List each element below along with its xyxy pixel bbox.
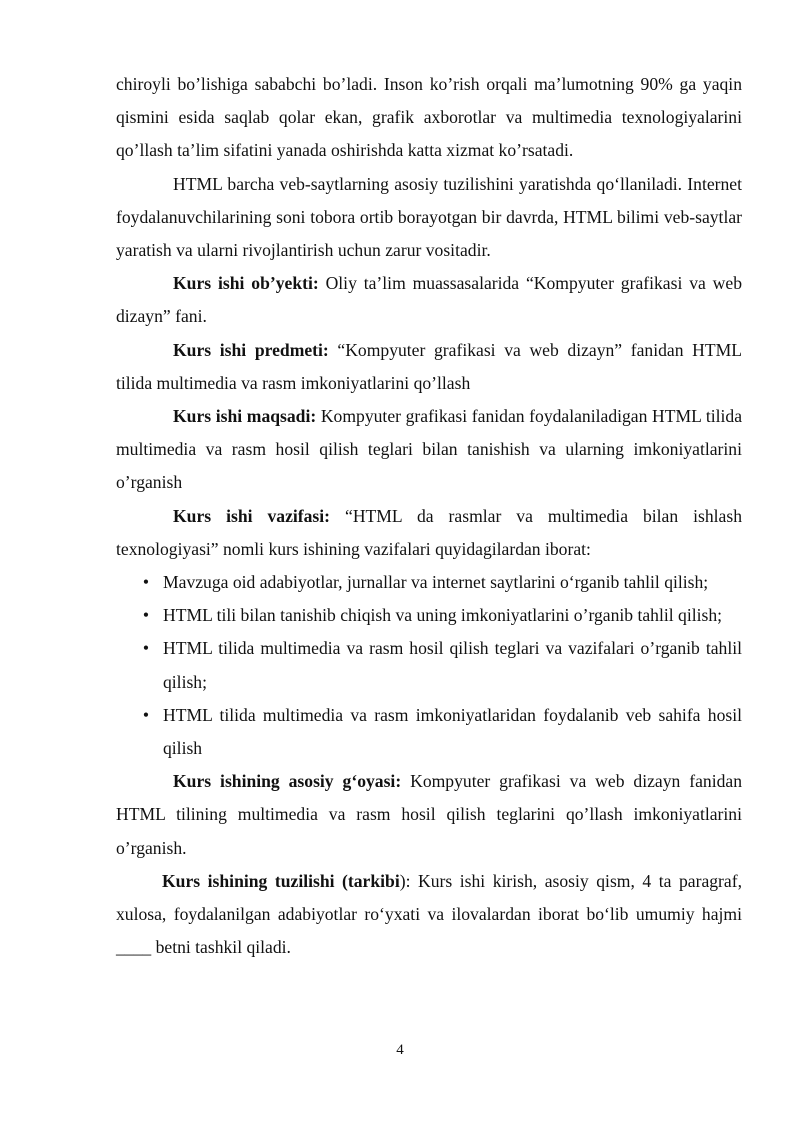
goal-text: Kompyuter grafikasi fanidan foydalaniladigan HTML tilida multimedia va rasm hosil qilish teglari bilan tanishish va ularning imkoniyatlarini o’rganish — [116, 406, 743, 493]
object-label: Kurs ishi ob’yekti: — [173, 273, 319, 294]
paragraph-html-usage: HTML barcha veb-saytlarning asosiy tuzilishini yaratishda qo‘llaniladi. Internet foydalanuvchilarining soni tobora ortib borayotgan bir davrda, HTML bilimi veb-saytlar yaratish va ularni rivojlantirish uchun zarur vositadir. — [116, 173, 742, 261]
bullet-icon: • — [142, 638, 150, 659]
paragraph-object — [116, 267, 742, 333]
list-item — [116, 699, 742, 765]
main-idea-text: Kompyuter grafikasi va web dizayn fanidan HTML tilining multimedia va rasm hosil qilish teglarini qo’llash imkoniyatlarini o’rganish. — [116, 771, 742, 858]
list-item-text: HTML tili bilan tanishib chiqish va uning imkoniyatlarini o’rganib tahlil qilish; — [163, 605, 723, 626]
list-item — [116, 632, 742, 698]
list-item — [116, 599, 742, 632]
bullet-icon: • — [142, 605, 150, 626]
paragraph-tasks — [116, 500, 742, 566]
bullet-icon: • — [142, 572, 150, 593]
list-item — [116, 566, 742, 599]
list-item-text: Mavzuga oid adabiyotlar, jurnallar va internet saytlarini o‘rganib tahlil qilish; — [163, 572, 709, 593]
list-item-text: HTML tilida multimedia va rasm hosil qilish teglari va vazifalari o’rganib tahlil qilish; — [163, 638, 742, 692]
page-number: 4 — [396, 1042, 404, 1058]
tasks-label: Kurs ishi vazifasi: — [173, 505, 331, 526]
bullet-icon: • — [142, 704, 150, 725]
object-text: Oliy ta’lim muassasalarida “Kompyuter grafikasi va web dizayn” fani. — [116, 273, 742, 327]
paragraph-structure — [116, 865, 742, 965]
structure-label: Kurs ishining tuzilishi (tarkibi — [162, 870, 400, 891]
main-idea-label: Kurs ishining asosiy g‘oyasi: — [173, 771, 402, 792]
structure-text: ): Kurs ishi kirish, asosiy qism, 4 ta paragraf, xulosa, foydalanilgan adabiyotlar ro‘yxati va ilovalardan iborat bo‘lib umumiy hajmi ____ betni tashkil qiladi. — [116, 870, 742, 958]
paragraph-subject — [116, 334, 742, 400]
tasks-bullet-list — [116, 566, 742, 765]
paragraph-goal — [116, 400, 742, 500]
paragraph-main-idea — [116, 765, 742, 865]
paragraph-intro-continuation: chiroyli bo’lishiga sababchi bo’ladi. Inson ko’rish orqali ma’lumotning 90% ga yaqin qismini esida saqlab qolar ekan, grafik axborotlar va multimedia texnologiyalarini qo’llash ta’lim sifatini yanada oshirishda katta xizmat ko’rsatadi. — [116, 74, 742, 161]
page-body — [116, 68, 742, 964]
list-item-text: HTML tilida multimedia va rasm imkoniyatlaridan foydalanib veb sahifa hosil qilish — [163, 704, 742, 759]
tasks-text: “HTML da rasmlar va multimedia bilan ishlash texnologiyasi” nomli kurs ishining vazifalari quyidagilardan iborat: — [116, 505, 742, 559]
goal-label: Kurs ishi maqsadi: — [173, 406, 317, 427]
subject-text: “Kompyuter grafikasi va web dizayn” fanidan HTML tilida multimedia va rasm imkoniyatlarini qo’llash — [116, 339, 742, 393]
subject-label: Kurs ishi predmeti: — [173, 339, 329, 360]
